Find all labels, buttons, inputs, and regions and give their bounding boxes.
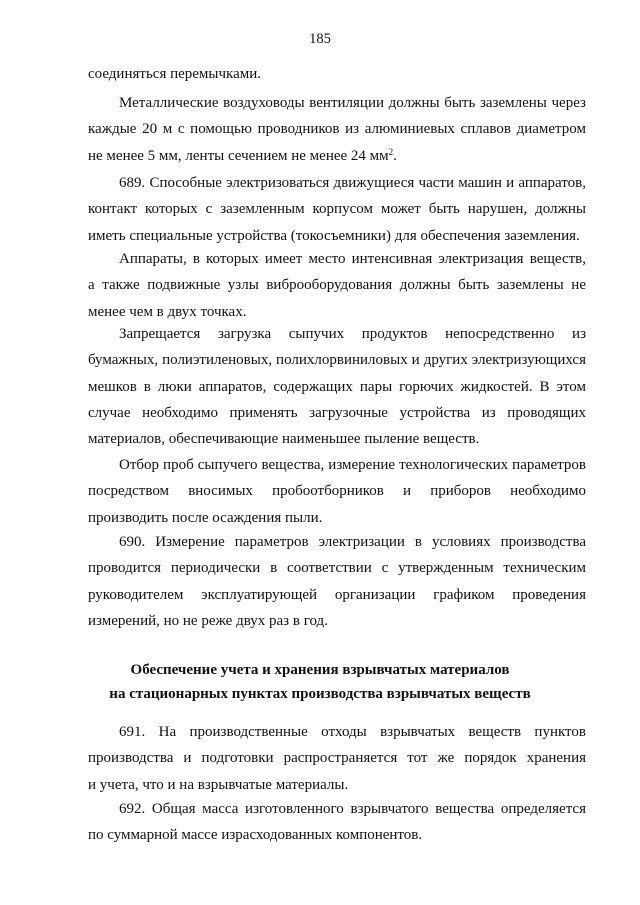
text-line: каждые 20 м с помощью проводников из алюминиевых сплавов диаметром (88, 121, 586, 138)
text-line: случае необходимо применять загрузочные устройства из проводящих (88, 404, 586, 421)
text-line: производить после осаждения пыли. (88, 509, 323, 526)
text-span: . (393, 147, 397, 164)
text-line: контакт которых с заземленным корпусом может быть нарушен, должны (88, 201, 586, 218)
text-line: 692. Общая масса изготовленного взрывчатого вещества определяется (119, 801, 586, 817)
text-line: материалов, обеспечивающие наименьшее пыление веществ. (88, 431, 480, 448)
heading-line: Обеспечение учета и хранения взрывчатых материалов (130, 662, 510, 678)
paragraph-apparatus (88, 246, 586, 325)
text-line: и учета, что и на взрывчатые материалы. (88, 776, 349, 793)
text-line: а также подвижные узлы виброоборудования должны быть заземлены не (88, 277, 586, 294)
paragraph-689 (88, 170, 586, 249)
paragraph-690 (88, 529, 586, 634)
text-line: соединяться перемычками. (88, 66, 262, 82)
paragraph-sampling (88, 452, 586, 531)
text-line: Металлические воздуховоды вентиляции должны быть заземлены через (119, 95, 586, 111)
paragraph-loading-ban (88, 321, 586, 452)
text-line: по суммарной массе израсходованных компонентов. (88, 827, 423, 844)
text-line: 689. Способные электризоваться движущиеся части машин и аппаратов, (119, 175, 586, 191)
text-line: проводится периодически в соответствии с утвержденным техническим (88, 560, 586, 577)
paragraph-692 (88, 796, 586, 849)
text-span: не менее 5 мм, ленты сечением не менее 24 мм (88, 147, 389, 164)
heading-line: на стационарных пунктах производства взрывчатых веществ (109, 686, 531, 702)
text-line: руководителем эксплуатирующей организации графиком проведения (88, 586, 586, 603)
text-line: посредством вносимых пробоотборников и приборов необходимо (88, 483, 586, 500)
text-line: менее чем в двух точках. (88, 303, 247, 320)
section-heading (60, 658, 580, 706)
text-line: Аппараты, в которых имеет место интенсивная электризация веществ, (119, 251, 586, 267)
text-line (88, 143, 586, 169)
text-line: Отбор проб сыпучего вещества, измерение технологических параметров (119, 457, 586, 473)
page-number: 185 (309, 31, 331, 47)
paragraph-continuation (88, 61, 586, 87)
text-line: мешков в люки аппаратов, содержащих пары горючих жидкостей. В этом (88, 378, 586, 395)
text-line: иметь специальные устройства (токосъемники) для обеспечения заземления. (88, 227, 580, 244)
text-line: Запрещается загрузка сыпучих продуктов непосредственно из (119, 326, 586, 342)
paragraph-691 (88, 719, 586, 798)
text-line: 690. Измерение параметров электризации в условиях производства (119, 534, 586, 550)
superscript: 2 (388, 146, 394, 157)
text-line: 691. На производственные отходы взрывчатых веществ пунктов (119, 724, 586, 740)
paragraph-ventilation-ducts (88, 90, 586, 169)
text-line: измерений, но не реже двух раз в год. (88, 612, 328, 629)
text-line: бумажных, полиэтиленовых, полихлорвиниловых и других электризующихся (88, 352, 586, 369)
text-line: производства и подготовки распространяется тот же порядок хранения (88, 750, 586, 767)
